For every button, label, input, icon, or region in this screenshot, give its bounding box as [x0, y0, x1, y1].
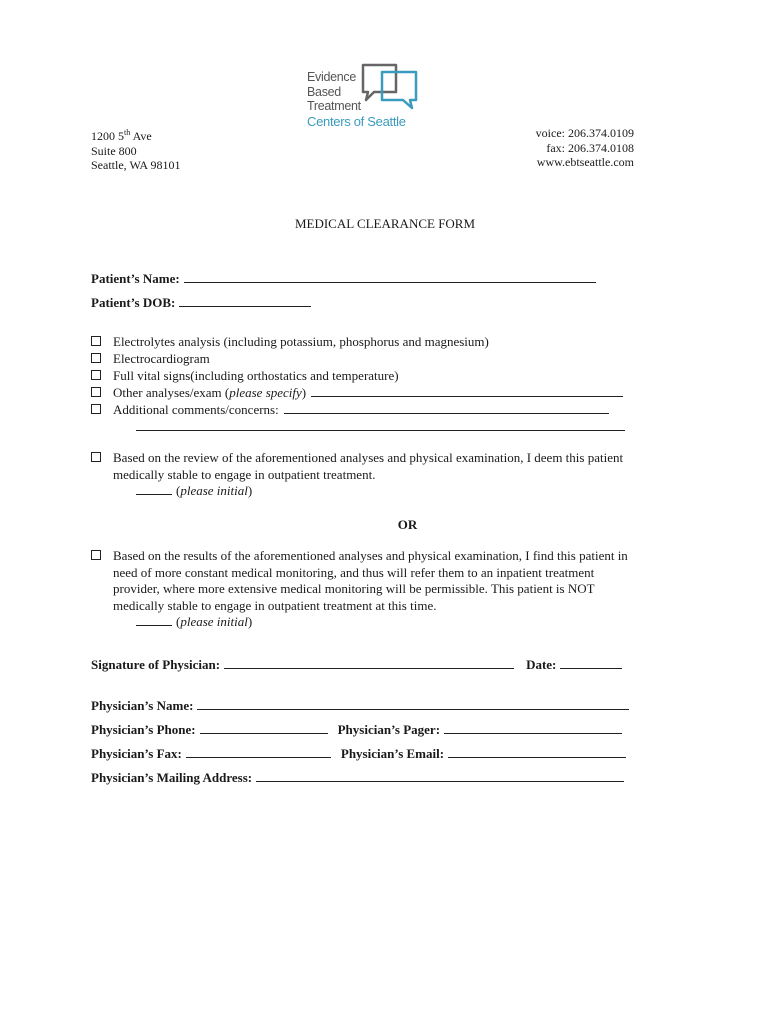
- form-title: MEDICAL CLEARANCE FORM: [294, 216, 476, 231]
- physician-pager-field[interactable]: [444, 722, 622, 734]
- not-stable-initial-row: [91, 614, 628, 631]
- speech-bubbles-icon: [360, 62, 420, 114]
- logo-line-centers: Centers of Seattle: [307, 113, 406, 129]
- patient-name-field[interactable]: [184, 271, 596, 283]
- patient-dob-row: [91, 295, 311, 312]
- not-stable-text-line-2: need of more constant medical monitoring, and thus will refer them to an inpatient treatment: [113, 564, 595, 580]
- physician-phone-label: Physician’s Phone:: [91, 722, 196, 737]
- address-block: [91, 126, 180, 173]
- not-stable-initial-label: (please initial): [176, 614, 253, 629]
- address-city: Seattle, WA 98101: [91, 158, 181, 172]
- not-stable-text-line-4: medically stable to engage in outpatient treatment at this time.: [113, 597, 437, 613]
- physician-phone-pager-row: [91, 722, 622, 739]
- comments-label: Additional comments/concerns:: [113, 402, 279, 417]
- physician-phone-field[interactable]: [200, 722, 328, 734]
- checklist-item: [91, 368, 625, 385]
- physician-name-row: [91, 698, 629, 715]
- not-stable-text-line-3: provider, where more extensive medical monitoring will be permissible. This patient is NOT: [113, 581, 595, 596]
- physician-address-row: [91, 770, 624, 787]
- street-ordinal: th: [124, 128, 131, 137]
- ecg-label: Electrocardiogram: [113, 351, 210, 366]
- stable-text-line-2: medically stable to engage in outpatient treatment.: [113, 466, 376, 482]
- comments-continuation: [91, 419, 625, 436]
- logo-line-evidence: Evidence: [307, 70, 357, 84]
- logo-line-treatment: Treatment: [307, 99, 361, 113]
- address-suite: Suite 800: [91, 143, 137, 158]
- vital-signs-checkbox[interactable]: [91, 370, 101, 380]
- electrolytes-checkbox[interactable]: [91, 336, 101, 346]
- physician-email-label: Physician’s Email:: [340, 746, 445, 761]
- not-stable-initial-field[interactable]: [136, 614, 172, 626]
- address-street: 1200 5th Ave: [91, 128, 152, 143]
- physician-name-field[interactable]: [197, 698, 629, 710]
- contact-fax: fax: 206.374.0108: [546, 140, 634, 155]
- stable-initial-label: (please initial): [176, 483, 253, 498]
- checklist-item: [91, 385, 625, 402]
- checklist-item: [91, 351, 625, 368]
- vital-signs-label: Full vital signs(including orthostatics and temperature): [113, 368, 399, 383]
- patient-name-label: Patient’s Name:: [91, 271, 180, 286]
- date-field[interactable]: [560, 657, 622, 669]
- not-stable-checkbox[interactable]: [91, 550, 101, 560]
- patient-dob-label: Patient’s DOB:: [91, 295, 176, 310]
- not-stable-text-line-1: Based on the results of the aforementioned analyses and physical examination, I find this patient in: [113, 548, 628, 563]
- clearance-checklist: [91, 334, 625, 436]
- physician-name-label: Physician’s Name:: [91, 698, 194, 713]
- contact-website: www.ebtseattle.com: [536, 155, 634, 169]
- outpatient-stable-option: [91, 450, 623, 500]
- physician-fax-field[interactable]: [186, 746, 331, 758]
- other-analyses-label: Other analyses/exam (please specify): [113, 385, 307, 400]
- stable-initial-row: [91, 483, 623, 500]
- comments-field[interactable]: [284, 402, 609, 414]
- date-label: Date:: [526, 657, 557, 672]
- contact-voice: voice: 206.374.0109: [535, 126, 634, 140]
- contact-block: [536, 126, 634, 170]
- or-separator: OR: [397, 517, 418, 532]
- signature-label: Signature of Physician:: [91, 657, 221, 672]
- patient-name-row: [91, 271, 596, 288]
- logo-line-based: Based: [307, 84, 341, 99]
- other-analyses-checkbox[interactable]: [91, 387, 101, 397]
- physician-address-field[interactable]: [256, 770, 624, 782]
- checklist-item: [91, 402, 625, 419]
- physician-email-field[interactable]: [448, 746, 626, 758]
- physician-pager-label: Physician’s Pager:: [337, 722, 441, 737]
- signature-field[interactable]: [224, 657, 514, 669]
- physician-fax-email-row: [91, 746, 626, 763]
- electrolytes-label: Electrolytes analysis (including potassium, phosphorus and magnesium): [113, 334, 489, 349]
- ecg-checkbox[interactable]: [91, 353, 101, 363]
- signature-row: [91, 657, 622, 674]
- comments-field-line-2[interactable]: [136, 419, 625, 431]
- checklist-item: [91, 334, 625, 351]
- physician-fax-label: Physician’s Fax:: [91, 746, 182, 761]
- stable-text-line-1: Based on the review of the aforementioned analyses and physical examination, I deem this patient: [113, 450, 624, 465]
- inpatient-referral-option: [91, 548, 628, 631]
- comments-checkbox[interactable]: [91, 404, 101, 414]
- stable-checkbox[interactable]: [91, 452, 101, 462]
- patient-dob-field[interactable]: [179, 295, 311, 307]
- physician-address-label: Physician’s Mailing Address:: [91, 770, 253, 785]
- other-analyses-field[interactable]: [311, 385, 623, 397]
- stable-initial-field[interactable]: [136, 483, 172, 495]
